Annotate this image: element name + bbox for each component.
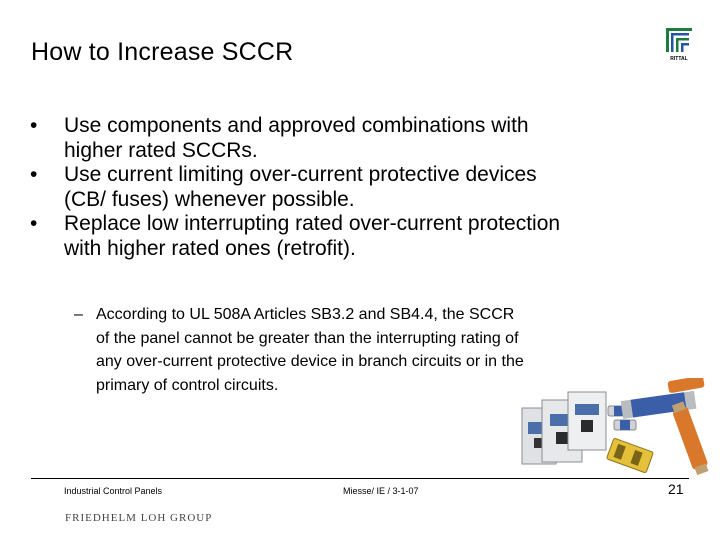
sub-bullet-line: primary of control circuits. [96,376,279,394]
bullet-item [30,114,640,163]
orange-fuse-icon [667,378,705,393]
sub-bullet-line: any over-current protective device in branch circuits or in the [96,353,524,370]
footer-author-date: Miesse/ IE / 3-1-07 [343,486,419,496]
fuse-block-icon [606,438,653,473]
bullet-mark: • [30,114,38,137]
small-fuse-icon [614,420,636,430]
page-number: 21 [668,481,684,497]
sub-bullet-line: According to UL 508A Articles SB3.2 and SB4.4, the SCCR [96,306,515,323]
bullet-line: higher rated SCCRs. [64,138,258,162]
bullet-line: with higher rated ones (retrofit). [64,236,356,260]
sub-bullet-mark: – [74,306,83,323]
footer-course-title: Industrial Control Panels [64,486,163,496]
bullet-line: Use components and approved combinations with [64,114,529,137]
bullet-line: (CB/ fuses) whenever possible. [64,187,355,211]
bullet-line: Use current limiting over-current protective devices [64,163,537,186]
circuit-breaker-icon [568,392,606,450]
bullet-mark: • [30,163,38,186]
slide-title: How to Increase SCCR [31,38,294,66]
bullet-list [30,114,640,261]
bullet-item [30,163,640,212]
logo-text: RITTAL [670,56,688,62]
bullet-line: Replace low interrupting rated over-current protection [64,212,561,235]
orange-fuse-icon [670,401,710,476]
sub-bullet-line: of the panel cannot be greater than the interrupting rating of [96,329,519,347]
bullet-mark: • [30,212,38,235]
company-name: FRIEDHELM LOH GROUP [65,512,213,524]
footer-divider [31,478,689,479]
breakers-and-fuses-image [508,378,714,480]
bullet-item [30,212,640,261]
